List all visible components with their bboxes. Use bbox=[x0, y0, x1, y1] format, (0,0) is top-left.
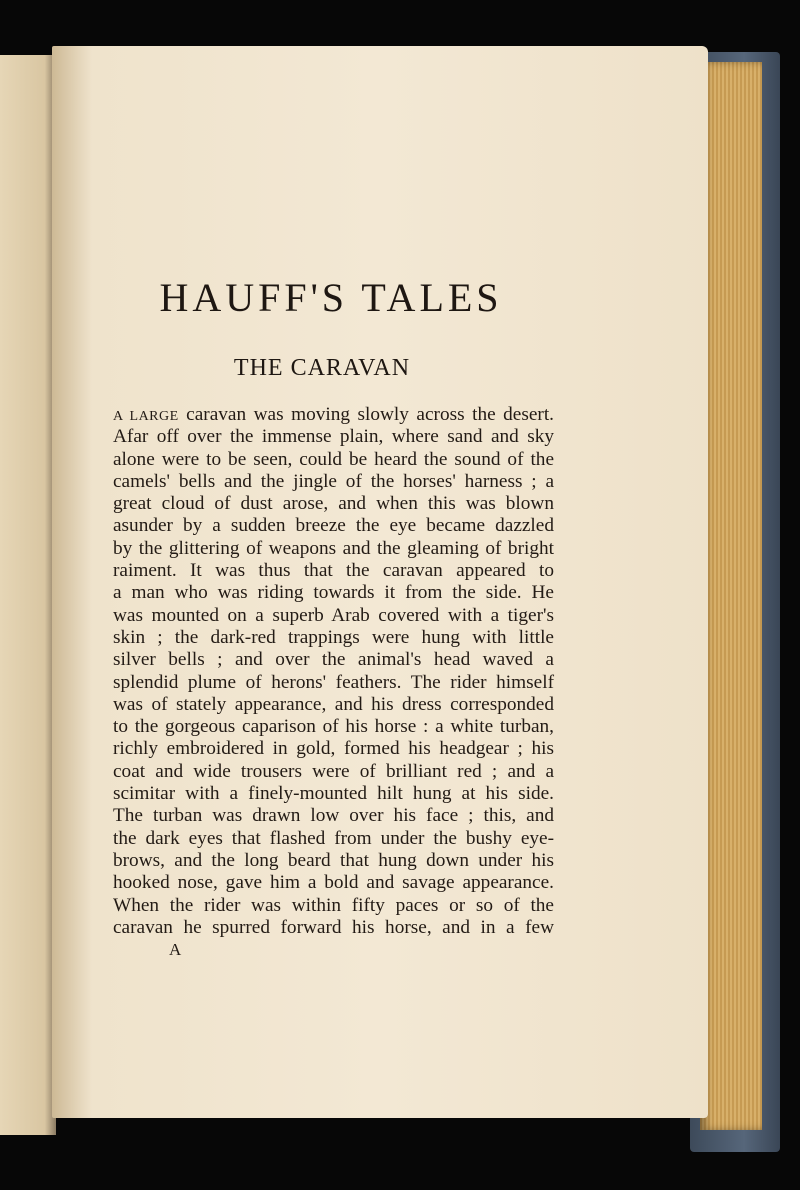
text-line: asunder by a sudden breeze the eye became dazzled bbox=[113, 515, 554, 537]
text-line: caravan he spurred forward his horse, and in a few bbox=[113, 916, 554, 938]
text-line: Afar off over the immense plain, where sand and sky bbox=[113, 426, 554, 448]
text-line: silver bells ; and over the animal's head waved a bbox=[113, 649, 554, 671]
text-line: hooked nose, gave him a bold and savage appearance. bbox=[113, 872, 554, 894]
text-line: brows, and the long beard that hung down under his bbox=[113, 849, 554, 871]
text-line: to the gorgeous caparison of his horse : a white turban, bbox=[113, 716, 554, 738]
signature-mark: A bbox=[169, 940, 182, 959]
text-line-rest: caravan was moving slowly across the desert. bbox=[178, 404, 555, 425]
body-text bbox=[113, 404, 554, 939]
text-line: When the rider was within fifty paces or so of the bbox=[113, 894, 554, 916]
text-line bbox=[113, 404, 554, 426]
text-line: alone were to be seen, could be heard the sound of the bbox=[113, 448, 554, 470]
text-line: was mounted on a superb Arab covered with a tiger's bbox=[113, 604, 554, 626]
text-line: a man who was riding towards it from the side. He bbox=[113, 582, 554, 604]
text-line: raiment. It was thus that the caravan appeared to bbox=[113, 560, 554, 582]
text-line: skin ; the dark-red trappings were hung with little bbox=[113, 626, 554, 648]
page-edges bbox=[700, 62, 762, 1130]
text-line: the dark eyes that flashed from under the bushy eye- bbox=[113, 827, 554, 849]
text-line: coat and wide trousers were of brilliant red ; and a bbox=[113, 760, 554, 782]
opening-small-caps: A LARGE bbox=[113, 409, 179, 424]
chapter-title: THE CARAVAN bbox=[233, 355, 411, 381]
book-title: HAUFF'S TALES bbox=[159, 275, 503, 320]
text-line: richly embroidered in gold, formed his headgear ; his bbox=[113, 738, 554, 760]
text-line: was of stately appearance, and his dress corresponded bbox=[113, 693, 554, 715]
text-line: by the glittering of weapons and the gleaming of bright bbox=[113, 537, 554, 559]
text-line: The turban was drawn low over his face ; this, and bbox=[113, 805, 554, 827]
text-line: camels' bells and the jingle of the horses' harness ; a bbox=[113, 470, 554, 492]
text-line: scimitar with a finely-mounted hilt hung at his side. bbox=[113, 783, 554, 805]
text-line: splendid plume of herons' feathers. The rider himself bbox=[113, 671, 554, 693]
text-line: great cloud of dust arose, and when this was blown bbox=[113, 493, 554, 515]
left-page bbox=[0, 55, 56, 1135]
